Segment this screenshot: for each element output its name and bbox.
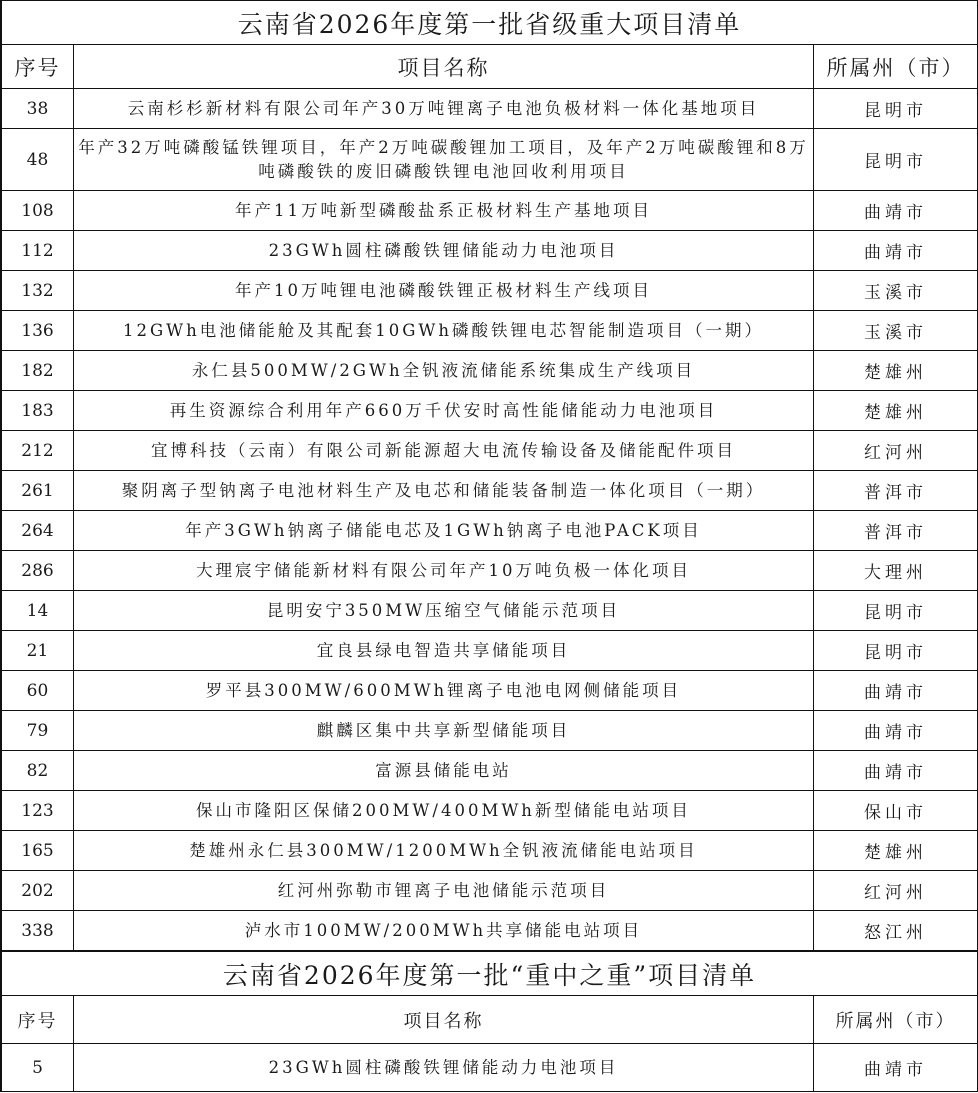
- row-seq: 21: [2, 631, 74, 671]
- table-row: [2, 631, 978, 671]
- table-row: [2, 671, 978, 711]
- row-name: 永仁县500MW/2GWh全钒液流储能系统集成生产线项目: [74, 351, 814, 391]
- row-seq: 14: [2, 591, 74, 631]
- row-region: 曲靖市: [814, 751, 978, 791]
- header-seq: 序号: [2, 996, 74, 1044]
- row-seq: 212: [2, 431, 74, 471]
- table-row: [2, 191, 978, 231]
- header-name: 项目名称: [74, 45, 814, 89]
- table-row: [2, 551, 978, 591]
- row-region: 大理州: [814, 551, 978, 591]
- table-row: [2, 311, 978, 351]
- row-seq: 48: [2, 129, 74, 191]
- row-name: 保山市隆阳区保储200MW/400MWh新型储能电站项目: [74, 791, 814, 831]
- table-row: [2, 911, 978, 951]
- row-region: 曲靖市: [814, 231, 978, 271]
- row-seq: 123: [2, 791, 74, 831]
- table-row: [2, 511, 978, 551]
- row-seq: 202: [2, 871, 74, 911]
- row-name: 宜良县绿电智造共享储能项目: [74, 631, 814, 671]
- table-row: [2, 231, 978, 271]
- header-region: 所属州（市）: [814, 996, 978, 1044]
- table-row: [2, 271, 978, 311]
- row-region: 普洱市: [814, 511, 978, 551]
- table-row: [2, 471, 978, 511]
- row-seq: 112: [2, 231, 74, 271]
- row-name: 泸水市100MW/200MWh共享储能电站项目: [74, 911, 814, 951]
- row-seq: 261: [2, 471, 74, 511]
- row-seq: 183: [2, 391, 74, 431]
- header-region: 所属州（市）: [814, 45, 978, 89]
- row-name: 云南杉杉新材料有限公司年产30万吨锂离子电池负极材料一体化基地项目: [74, 89, 814, 129]
- row-region: 曲靖市: [814, 671, 978, 711]
- row-name: 23GWh圆柱磷酸铁锂储能动力电池项目: [74, 1044, 814, 1092]
- row-name: 楚雄州永仁县300MW/1200MWh全钒液流储能电站项目: [74, 831, 814, 871]
- row-name: 麒麟区集中共享新型储能项目: [74, 711, 814, 751]
- row-seq: 79: [2, 711, 74, 751]
- row-seq: 5: [2, 1044, 74, 1092]
- row-name: 12GWh电池储能舱及其配套10GWh磷酸铁锂电芯智能制造项目（一期）: [74, 311, 814, 351]
- table-row: [2, 351, 978, 391]
- table-title: 云南省2026年度第一批“重中之重”项目清单: [2, 952, 978, 996]
- table-row: [2, 871, 978, 911]
- row-name: 聚阴离子型钠离子电池材料生产及电芯和储能装备制造一体化项目（一期）: [74, 471, 814, 511]
- row-region: 怒江州: [814, 911, 978, 951]
- row-region: 楚雄州: [814, 351, 978, 391]
- row-region: 曲靖市: [814, 191, 978, 231]
- row-seq: 136: [2, 311, 74, 351]
- table-row: [2, 831, 978, 871]
- row-region: 曲靖市: [814, 711, 978, 751]
- row-name: 昆明安宁350MW压缩空气储能示范项目: [74, 591, 814, 631]
- row-seq: 82: [2, 751, 74, 791]
- row-name: 红河州弥勒市锂离子电池储能示范项目: [74, 871, 814, 911]
- table-row: [2, 89, 978, 129]
- row-name: 年产32万吨磷酸锰铁锂项目，年产2万吨碳酸锂加工项目，及年产2万吨碳酸锂和8万吨磷酸铁的废旧磷酸铁锂电池回收利用项目: [74, 129, 814, 191]
- table-row: [2, 431, 978, 471]
- row-region: 楚雄州: [814, 391, 978, 431]
- row-region: 曲靖市: [814, 1044, 978, 1092]
- table-row: [2, 791, 978, 831]
- row-region: 红河州: [814, 871, 978, 911]
- table-row: [2, 751, 978, 791]
- row-seq: 165: [2, 831, 74, 871]
- row-seq: 286: [2, 551, 74, 591]
- table-row: [2, 591, 978, 631]
- row-seq: 338: [2, 911, 74, 951]
- table-row: [2, 129, 978, 191]
- row-region: 昆明市: [814, 89, 978, 129]
- provincial-major-projects-table: [1, 0, 978, 951]
- row-name: 再生资源综合利用年产660万千伏安时高性能储能动力电池项目: [74, 391, 814, 431]
- row-region: 玉溪市: [814, 311, 978, 351]
- row-region: 楚雄州: [814, 831, 978, 871]
- table-title: 云南省2026年度第一批省级重大项目清单: [2, 1, 978, 45]
- row-region: 昆明市: [814, 129, 978, 191]
- row-region: 昆明市: [814, 591, 978, 631]
- row-region: 保山市: [814, 791, 978, 831]
- row-seq: 108: [2, 191, 74, 231]
- table-row: [2, 391, 978, 431]
- header-seq: 序号: [2, 45, 74, 89]
- table-row: [2, 1044, 978, 1092]
- row-seq: 60: [2, 671, 74, 711]
- key-priority-projects-table: [1, 951, 978, 1092]
- table-row: [2, 711, 978, 751]
- row-name: 年产11万吨新型磷酸盐系正极材料生产基地项目: [74, 191, 814, 231]
- row-seq: 182: [2, 351, 74, 391]
- row-name: 大理宸宇储能新材料有限公司年产10万吨负极一体化项目: [74, 551, 814, 591]
- row-name: 年产3GWh钠离子储能电芯及1GWh钠离子电池PACK项目: [74, 511, 814, 551]
- header-name: 项目名称: [74, 996, 814, 1044]
- row-region: 玉溪市: [814, 271, 978, 311]
- row-region: 普洱市: [814, 471, 978, 511]
- row-name: 罗平县300MW/600MWh锂离子电池电网侧储能项目: [74, 671, 814, 711]
- row-name: 年产10万吨锂电池磷酸铁锂正极材料生产线项目: [74, 271, 814, 311]
- row-seq: 38: [2, 89, 74, 129]
- row-name: 23GWh圆柱磷酸铁锂储能动力电池项目: [74, 231, 814, 271]
- row-region: 红河州: [814, 431, 978, 471]
- row-seq: 264: [2, 511, 74, 551]
- row-name: 富源县储能电站: [74, 751, 814, 791]
- row-region: 昆明市: [814, 631, 978, 671]
- row-name: 宜博科技（云南）有限公司新能源超大电流传输设备及储能配件项目: [74, 431, 814, 471]
- row-seq: 132: [2, 271, 74, 311]
